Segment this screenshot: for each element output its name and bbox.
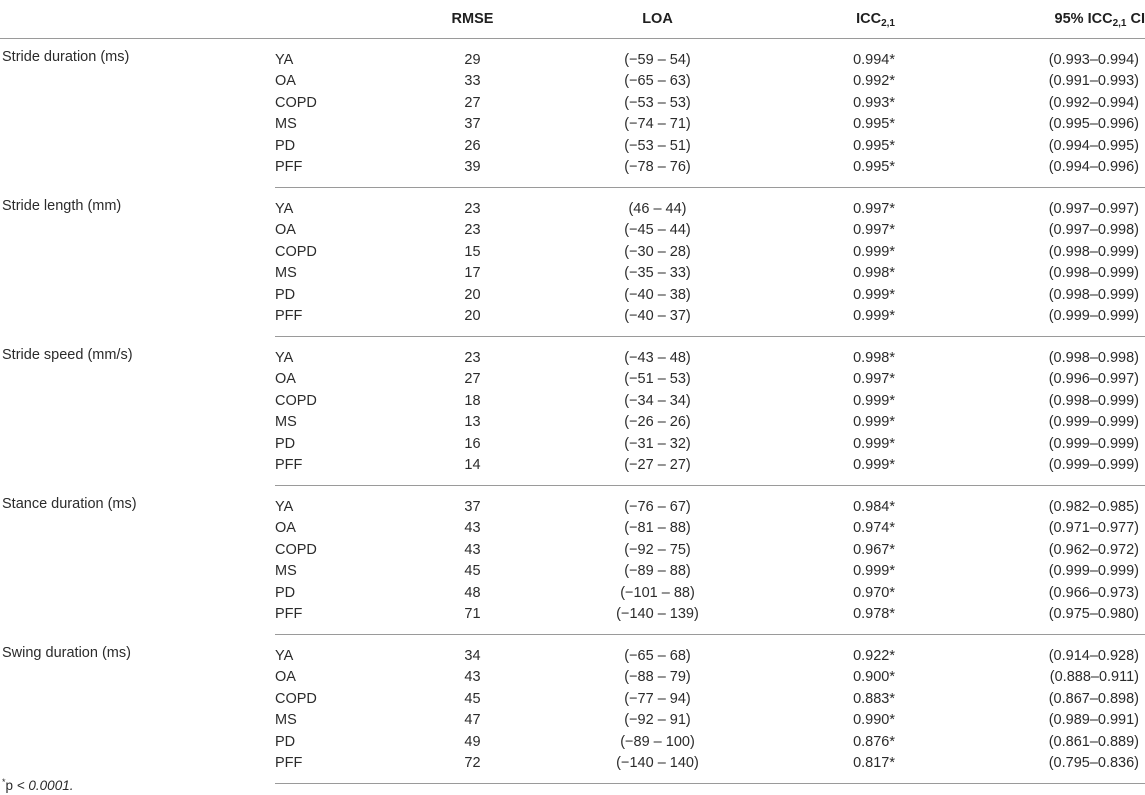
ci-cell: (0.997–0.997): [1048, 200, 1139, 217]
loa-cell: (46 – 44): [628, 200, 687, 217]
ci-cell: (0.795–0.836): [955, 753, 1145, 784]
icc-cell: 0.998*: [853, 265, 895, 282]
rmse-cell: 45: [464, 690, 481, 707]
group-cell: MS: [275, 563, 297, 580]
group-cell: COPD: [275, 541, 317, 558]
icc-cell: 0.997*: [853, 222, 895, 239]
icc-cell: 0.999*: [853, 392, 895, 409]
rmse-cell: 33: [464, 73, 481, 90]
ci-cell: (0.962–0.972): [1048, 541, 1139, 558]
header-ci-prefix: 95% ICC: [1054, 11, 1113, 27]
icc-cell: 0.999*: [853, 243, 895, 260]
rmse-cell: 43: [464, 669, 481, 686]
measure-label: Swing duration (ms): [2, 644, 131, 661]
loa-cell: (−26 – 26): [624, 414, 691, 431]
rmse-cell: 71: [395, 604, 540, 635]
icc-cell: 0.978*: [775, 604, 955, 635]
group-cell: OA: [275, 222, 296, 239]
ci-cell: (0.888–0.911): [1049, 669, 1139, 686]
ci-cell: (0.998–0.998): [1048, 349, 1139, 366]
header-loa: LOA: [540, 0, 775, 39]
rmse-cell: 27: [464, 371, 481, 388]
loa-cell: (−65 – 63): [624, 73, 691, 90]
loa-cell: (−140 – 140): [540, 753, 775, 784]
loa-cell: (−77 – 94): [624, 690, 691, 707]
icc-cell: 0.995*: [775, 157, 955, 188]
icc-cell: 0.998*: [853, 349, 895, 366]
loa-cell: (−101 – 88): [620, 584, 695, 601]
icc-cell: 0.817*: [775, 753, 955, 784]
rmse-cell: 43: [464, 541, 481, 558]
loa-cell: (−45 – 44): [624, 222, 691, 239]
ci-cell: (0.999–0.999): [1048, 435, 1139, 452]
group-cell: COPD: [275, 94, 317, 111]
group-cell: COPD: [275, 243, 317, 260]
rmse-cell: 14: [395, 455, 540, 486]
header-icc: [775, 0, 955, 39]
footnote-italic-text: < 0.0001.: [16, 778, 74, 793]
rmse-cell: 39: [395, 157, 540, 188]
icc-cell: 0.997*: [853, 371, 895, 388]
table-row: [0, 486, 1145, 518]
group-cell: PD: [275, 286, 296, 303]
header-ci-suffix: CI: [1126, 11, 1145, 27]
ci-cell: (0.989–0.991): [1048, 712, 1139, 729]
footnote: [2, 777, 73, 793]
group-cell: PD: [275, 733, 296, 750]
header-ci: [955, 0, 1145, 39]
loa-cell: (−30 – 28): [624, 243, 691, 260]
loa-cell: (−92 – 91): [624, 712, 691, 729]
rmse-cell: 47: [464, 712, 481, 729]
loa-cell: (−140 – 139): [540, 604, 775, 635]
loa-cell: (−40 – 37): [540, 306, 775, 337]
loa-cell: (−89 – 88): [624, 563, 691, 580]
group-cell: OA: [275, 73, 296, 90]
rmse-cell: 26: [464, 137, 481, 154]
ci-cell: (0.992–0.994): [1048, 94, 1139, 111]
group-cell: PD: [275, 584, 296, 601]
icc-cell: 0.999*: [853, 286, 895, 303]
table-header: [0, 0, 1145, 39]
loa-cell: (−53 – 53): [624, 94, 691, 111]
rmse-cell: 23: [464, 200, 481, 217]
header-icc-subscript: 2,1: [881, 18, 895, 29]
icc-cell: 0.999*: [775, 455, 955, 486]
group-cell: OA: [275, 371, 296, 388]
group-cell: PD: [275, 435, 296, 452]
header-icc-base: ICC: [856, 11, 882, 27]
loa-cell: (−88 – 79): [624, 669, 691, 686]
ci-cell: (0.994–0.996): [955, 157, 1145, 188]
header-rmse: RMSE: [395, 0, 540, 39]
ci-cell: (0.998–0.999): [1048, 243, 1139, 260]
rmse-cell: 72: [395, 753, 540, 784]
rmse-cell: 20: [395, 306, 540, 337]
group-cell: COPD: [275, 690, 317, 707]
loa-cell: (−65 – 68): [624, 647, 691, 664]
ci-cell: (0.867–0.898): [1048, 690, 1139, 707]
group-cell: PFF: [275, 306, 395, 337]
loa-cell: (−78 – 76): [540, 157, 775, 188]
group-cell: PFF: [275, 455, 395, 486]
footnote-marker: *: [2, 777, 6, 787]
loa-cell: (−92 – 75): [624, 541, 691, 558]
group-cell: MS: [275, 414, 297, 431]
measure-label: Stride speed (mm/s): [2, 346, 133, 363]
ci-cell: (0.993–0.994): [1048, 51, 1139, 68]
loa-cell: (−76 – 67): [624, 498, 691, 515]
group-cell: YA: [275, 349, 294, 366]
rmse-cell: 48: [464, 584, 481, 601]
ci-cell: (0.994–0.995): [1048, 137, 1139, 154]
group-cell: OA: [275, 669, 296, 686]
group-cell: PD: [275, 137, 296, 154]
rmse-cell: 15: [464, 243, 481, 260]
ci-cell: (0.995–0.996): [1048, 116, 1139, 133]
ci-cell: (0.966–0.973): [1048, 584, 1139, 601]
rmse-cell: 13: [464, 414, 481, 431]
header-measure: [0, 0, 275, 39]
ci-cell: (0.975–0.980): [955, 604, 1145, 635]
ci-cell: (0.861–0.889): [1048, 733, 1139, 750]
table-row: [0, 337, 1145, 369]
measure-label: Stance duration (ms): [2, 495, 137, 512]
icc-cell: 0.993*: [853, 94, 895, 111]
loa-cell: (−89 – 100): [620, 733, 695, 750]
rmse-cell: 29: [464, 51, 481, 68]
table-row: [0, 635, 1145, 667]
ci-cell: (0.998–0.999): [1048, 265, 1139, 282]
group-cell: OA: [275, 520, 296, 537]
loa-cell: (−40 – 38): [624, 286, 691, 303]
loa-cell: (−27 – 27): [540, 455, 775, 486]
icc-cell: 0.994*: [853, 51, 895, 68]
ci-cell: (0.999–0.999): [1048, 563, 1139, 580]
icc-cell: 0.990*: [853, 712, 895, 729]
loa-cell: (−59 – 54): [624, 51, 691, 68]
rmse-cell: 37: [464, 116, 481, 133]
loa-cell: (−43 – 48): [624, 349, 691, 366]
footnote-text: p: [5, 778, 17, 793]
measure-label: Stride length (mm): [2, 197, 122, 214]
ci-cell: (0.998–0.999): [1048, 286, 1139, 303]
group-cell: YA: [275, 51, 294, 68]
measure-label: Stride duration (ms): [2, 49, 130, 65]
rmse-cell: 18: [464, 392, 481, 409]
icc-cell: 0.974*: [853, 520, 895, 537]
loa-cell: (−81 – 88): [624, 520, 691, 537]
loa-cell: (−74 – 71): [624, 116, 691, 133]
icc-cell: 0.900*: [853, 669, 895, 686]
group-cell: PFF: [275, 157, 395, 188]
icc-cell: 0.992*: [853, 73, 895, 90]
icc-cell: 0.970*: [853, 584, 895, 601]
ci-cell: (0.914–0.928): [1048, 647, 1139, 664]
ci-cell: (0.971–0.977): [1048, 520, 1139, 537]
icc-cell: 0.967*: [853, 541, 895, 558]
group-cell: PFF: [275, 604, 395, 635]
group-cell: MS: [275, 265, 297, 282]
loa-cell: (−51 – 53): [624, 371, 691, 388]
table-row: [0, 39, 1145, 71]
group-cell: YA: [275, 647, 294, 664]
ci-cell: (0.999–0.999): [1048, 414, 1139, 431]
table-row: [0, 188, 1145, 220]
rmse-cell: 23: [464, 349, 481, 366]
rmse-cell: 45: [464, 563, 481, 580]
icc-cell: 0.997*: [853, 200, 895, 217]
icc-cell: 0.876*: [853, 733, 895, 750]
loa-cell: (−34 – 34): [624, 392, 691, 409]
icc-cell: 0.999*: [853, 435, 895, 452]
group-cell: YA: [275, 200, 294, 217]
header-group: [275, 0, 395, 39]
ci-cell: (0.999–0.999): [955, 306, 1145, 337]
ci-cell: (0.982–0.985): [1048, 498, 1139, 515]
group-cell: MS: [275, 712, 297, 729]
loa-cell: (−35 – 33): [624, 265, 691, 282]
rmse-cell: 43: [464, 520, 481, 537]
icc-cell: 0.922*: [853, 647, 895, 664]
group-cell: MS: [275, 116, 297, 133]
icc-cell: 0.883*: [853, 690, 895, 707]
ci-cell: (0.997–0.998): [1048, 222, 1139, 239]
rmse-cell: 27: [464, 94, 481, 111]
icc-cell: 0.999*: [853, 414, 895, 431]
icc-cell: 0.995*: [853, 137, 895, 154]
icc-cell: 0.999*: [853, 563, 895, 580]
rmse-cell: 34: [464, 647, 481, 664]
table-body: [0, 39, 1145, 784]
icc-cell: 0.999*: [775, 306, 955, 337]
ci-cell: (0.998–0.999): [1048, 392, 1139, 409]
rmse-cell: 16: [464, 435, 481, 452]
rmse-cell: 37: [464, 498, 481, 515]
rmse-cell: 17: [464, 265, 481, 282]
rmse-cell: 49: [464, 733, 481, 750]
header-row: [0, 0, 1145, 39]
rmse-cell: 23: [464, 222, 481, 239]
group-cell: PFF: [275, 753, 395, 784]
loa-cell: (−31 – 32): [624, 435, 691, 452]
rmse-cell: 20: [464, 286, 481, 303]
icc-cell: 0.984*: [853, 498, 895, 515]
icc-cell: 0.995*: [853, 116, 895, 133]
ci-cell: (0.996–0.997): [1048, 371, 1139, 388]
ci-cell: (0.999–0.999): [955, 455, 1145, 486]
group-cell: YA: [275, 498, 294, 515]
loa-cell: (−53 – 51): [624, 137, 691, 154]
ci-cell: (0.991–0.993): [1048, 73, 1139, 90]
group-cell: COPD: [275, 392, 317, 409]
header-ci-subscript: 2,1: [1112, 18, 1127, 29]
